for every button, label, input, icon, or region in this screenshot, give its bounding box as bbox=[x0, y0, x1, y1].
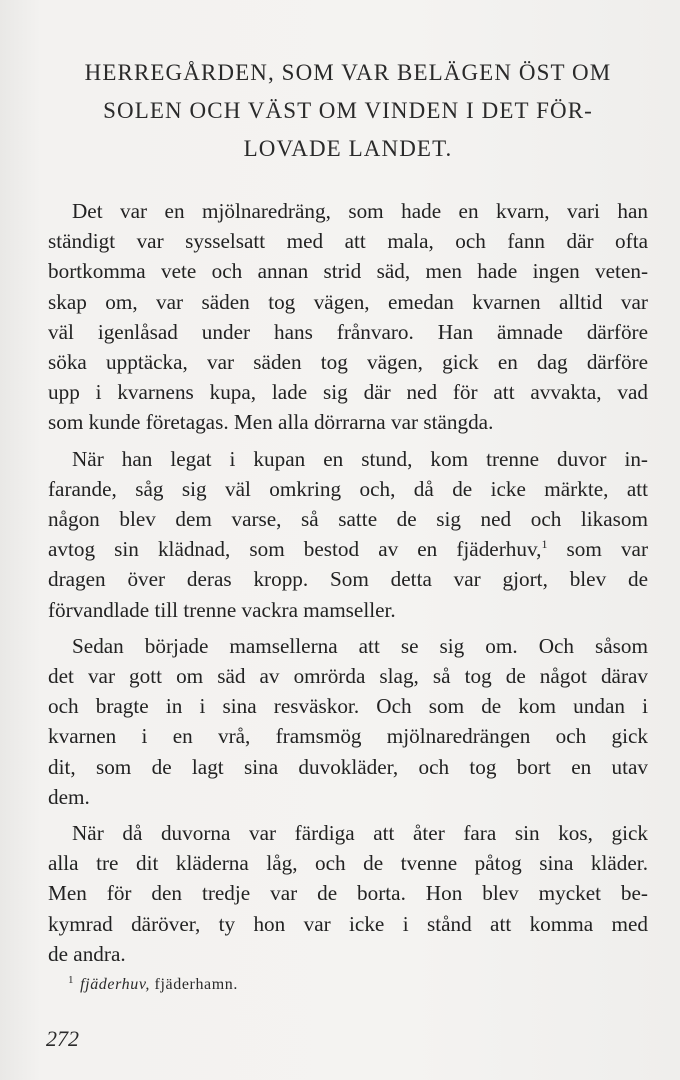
footnote-text: fjäderhamn. bbox=[149, 976, 239, 993]
chapter-title-line-3: LOVADE LANDET. bbox=[243, 136, 453, 161]
text-line: skap om, var säden tog vägen, emedan kvarnen alltid var bbox=[48, 289, 648, 314]
text-line: När då duvorna var färdiga att åter fara sin kos, gick bbox=[72, 821, 648, 846]
chapter-title-line-2: SOLEN OCH VÄST OM VINDEN I DET FÖR- bbox=[103, 98, 593, 123]
text-line: När han legat i kupan en stund, kom trenne duvor in- bbox=[72, 446, 648, 471]
paragraph-3 bbox=[48, 631, 648, 812]
text-line: någon blev dem varse, så satte de sig ned och likasom bbox=[48, 507, 648, 532]
text-line: de andra. bbox=[48, 941, 126, 966]
chapter-title bbox=[42, 54, 654, 168]
text-line: alla tre dit kläderna låg, och de tvenne påtog sina kläder. bbox=[48, 851, 648, 876]
text-line: som kunde företagas. Men alla dörrarna var stängda. bbox=[48, 410, 494, 435]
footnote-reference[interactable]: 1 bbox=[541, 537, 548, 552]
text-segment: som var bbox=[547, 537, 649, 562]
text-segment: avtog sin klädnad, som bestod av en fjäderhuv, bbox=[48, 537, 542, 562]
text-line: förvandlade till trenne vackra mamseller. bbox=[48, 597, 396, 622]
text-line: upp i kvarnens kupa, lade sig där ned för att avvakta, vad bbox=[48, 380, 648, 405]
body-text bbox=[48, 196, 648, 975]
footnote-mark: 1 bbox=[68, 974, 75, 986]
paragraph-2 bbox=[48, 444, 648, 625]
text-line: söka upptäcka, var säden tog vägen, gick en dag därföre bbox=[48, 350, 648, 375]
chapter-title-line-1: HERREGÅRDEN, SOM VAR BELÄGEN ÖST OM bbox=[84, 60, 612, 85]
text-line: kymrad däröver, ty hon var icke i stånd att komma med bbox=[48, 911, 648, 936]
text-line: Sedan började mamsellerna att se sig om. Och såsom bbox=[72, 633, 648, 658]
footnote bbox=[68, 974, 238, 994]
text-line: Men för den tredje var de borta. Hon blev mycket be- bbox=[48, 881, 648, 906]
text-line: dit, som de lagt sina duvokläder, och tog bort en utav bbox=[48, 754, 648, 779]
text-line: dragen över deras kropp. Som detta var gjort, blev de bbox=[48, 567, 648, 592]
paragraph-1 bbox=[48, 196, 648, 438]
page-number: 272 bbox=[46, 1026, 79, 1051]
text-line: ständigt var sysselsatt med att mala, och fann där ofta bbox=[48, 229, 648, 254]
text-line: dem. bbox=[48, 784, 90, 809]
text-line: bortkomma vete och annan strid säd, men hade ingen veten- bbox=[48, 259, 648, 284]
footnote-term: fjäderhuv, bbox=[80, 976, 150, 993]
text-line: farande, såg sig väl omkring och, då de icke märkte, att bbox=[48, 476, 648, 501]
paragraph-4 bbox=[48, 818, 648, 969]
text-line: och bragte in i sina resväskor. Och som de kom undan i bbox=[48, 694, 648, 719]
text-line: väl igenlåsad under hans frånvaro. Han ämnade därföre bbox=[48, 319, 648, 344]
text-line: det var gott om säd av omrörda slag, så tog de något därav bbox=[48, 664, 648, 689]
text-line-with-footnote bbox=[48, 534, 648, 564]
text-line: kvarnen i en vrå, framsmög mjölnaredrängen och gick bbox=[48, 724, 648, 749]
text-line: Det var en mjölnaredräng, som hade en kvarn, vari han bbox=[72, 199, 648, 223]
